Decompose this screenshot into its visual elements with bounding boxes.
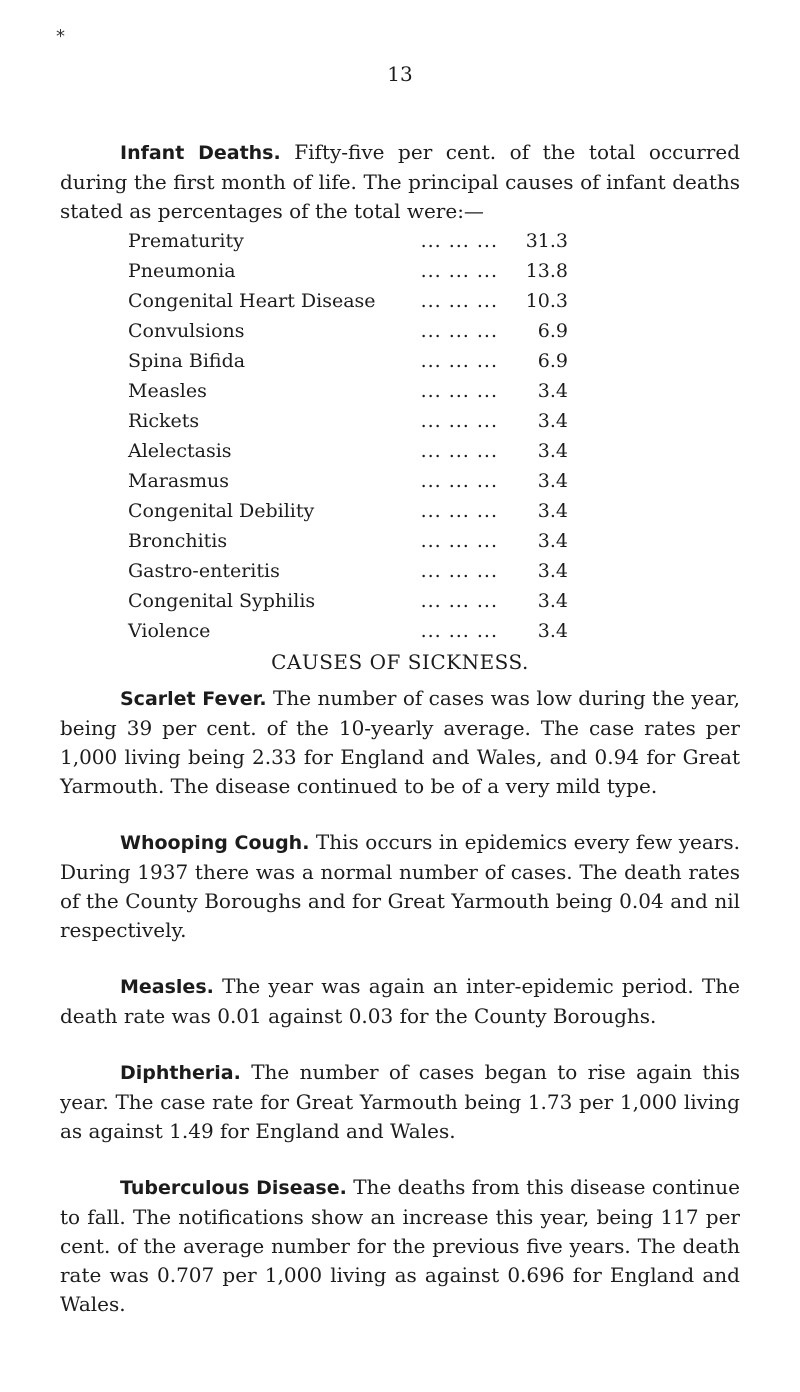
section-heading: Tuberculous Disease. — [120, 1177, 347, 1199]
leader-dots: ... ... ... — [420, 530, 498, 552]
cause-name: Measles — [128, 380, 207, 402]
cause-percentage: 3.4 — [537, 530, 568, 552]
cause-row — [128, 496, 568, 526]
cause-name: Bronchitis — [128, 530, 228, 552]
cause-percentage: 6.9 — [537, 350, 568, 372]
infant-deaths-paragraph — [60, 138, 740, 226]
leader-dots: ... ... ... — [420, 470, 498, 492]
infant-deaths-heading: Infant Deaths. — [120, 142, 281, 164]
sickness-section — [60, 1058, 740, 1146]
cause-row — [128, 316, 568, 346]
cause-name: Marasmus — [128, 470, 229, 492]
leader-dots: ... ... ... — [420, 410, 498, 432]
leader-dots: ... ... ... — [420, 230, 498, 252]
cause-row — [128, 376, 568, 406]
cause-row — [128, 286, 568, 316]
sickness-section — [60, 1173, 740, 1319]
cause-percentage: 3.4 — [537, 470, 568, 492]
cause-name: Gastro-enteritis — [128, 560, 280, 582]
cause-percentage: 3.4 — [537, 500, 568, 522]
cause-percentage: 31.3 — [525, 230, 568, 252]
section-heading: Scarlet Fever. — [120, 688, 267, 710]
leader-dots: ... ... ... — [420, 350, 498, 372]
cause-percentage: 3.4 — [537, 560, 568, 582]
cause-name: Prematurity — [128, 230, 244, 252]
cause-row — [128, 466, 568, 496]
cause-name: Violence — [128, 620, 211, 642]
cause-percentage: 13.8 — [525, 260, 568, 282]
cause-row — [128, 556, 568, 586]
cause-row — [128, 586, 568, 616]
cause-percentage: 3.4 — [537, 410, 568, 432]
cause-name: Rickets — [128, 410, 200, 432]
leader-dots: ... ... ... — [420, 560, 498, 582]
cause-percentage: 3.4 — [537, 440, 568, 462]
cause-percentage: 3.4 — [537, 380, 568, 402]
section-text: The number of cases was low during the year, being 39 per cent. of the 10-yearly average. The case rates per 1,000 living being 2.33 for England and Wales, and 0.94 for Great Yarmouth. The disease continued to be of a very mild type. — [60, 686, 741, 798]
leader-dots: ... ... ... — [420, 260, 498, 282]
cause-percentage: 3.4 — [537, 620, 568, 642]
leader-dots: ... ... ... — [420, 290, 498, 312]
section-heading: Diphtheria. — [120, 1062, 241, 1084]
leader-dots: ... ... ... — [420, 500, 498, 522]
cause-name: Congenital Heart Disease — [128, 290, 376, 312]
cause-name: Spina Bifida — [128, 350, 246, 372]
leader-dots: ... ... ... — [420, 620, 498, 642]
sickness-section — [60, 828, 740, 945]
cause-percentage: 3.4 — [537, 590, 568, 612]
sickness-sections — [60, 684, 740, 1319]
sickness-section — [60, 972, 740, 1031]
section-text: The number of cases began to rise again this year. The case rate for Great Yarmouth being 1.73 per 1,000 living as against 1.49 for England and Wales. — [60, 1060, 740, 1143]
cause-row — [128, 436, 568, 466]
cause-name: Congenital Debility — [128, 500, 315, 522]
infant-causes-table — [128, 226, 568, 646]
cause-name: Alelectasis — [128, 440, 232, 462]
leader-dots: ... ... ... — [420, 440, 498, 462]
cause-percentage: 10.3 — [525, 290, 568, 312]
section-heading: Whooping Cough. — [120, 832, 310, 854]
cause-name: Convulsions — [128, 320, 245, 342]
page-number: 13 — [387, 62, 413, 86]
section-heading: Measles. — [120, 976, 214, 998]
leader-dots: ... ... ... — [420, 590, 498, 612]
section-text: The deaths from this disease continue to fall. The notifications show an increase this year, being 117 per cent. of the average number for the previous five years. The death rate was 0.707 per 1,000 living as against 0.696 for England and Wales. — [60, 1175, 740, 1316]
cause-row — [128, 616, 568, 646]
infant-deaths-text: Fifty-five per cent. of the total occurred during the first month of life. The principal causes of infant deaths stated as percentages of the total were:— — [60, 140, 740, 223]
cause-name: Congenital Syphilis — [128, 590, 316, 612]
sickness-section — [60, 684, 740, 801]
cause-name: Pneumonia — [128, 260, 236, 282]
cause-row — [128, 346, 568, 376]
page-mark: * — [56, 26, 65, 47]
leader-dots: ... ... ... — [420, 320, 498, 342]
cause-row — [128, 226, 568, 256]
section-text: The year was again an inter-epidemic period. The death rate was 0.01 against 0.03 for the County Boroughs. — [60, 974, 740, 1028]
causes-of-sickness-heading: CAUSES OF SICKNESS. — [271, 650, 529, 674]
section-text: This occurs in epidemics every few years. During 1937 there was a normal number of cases. The death rates of the County Boroughs and for Great Yarmouth being 0.04 and nil respectively. — [60, 830, 740, 942]
cause-percentage: 6.9 — [537, 320, 568, 342]
cause-row — [128, 256, 568, 286]
cause-row — [128, 526, 568, 556]
leader-dots: ... ... ... — [420, 380, 498, 402]
cause-row — [128, 406, 568, 436]
page-content — [60, 138, 740, 1319]
